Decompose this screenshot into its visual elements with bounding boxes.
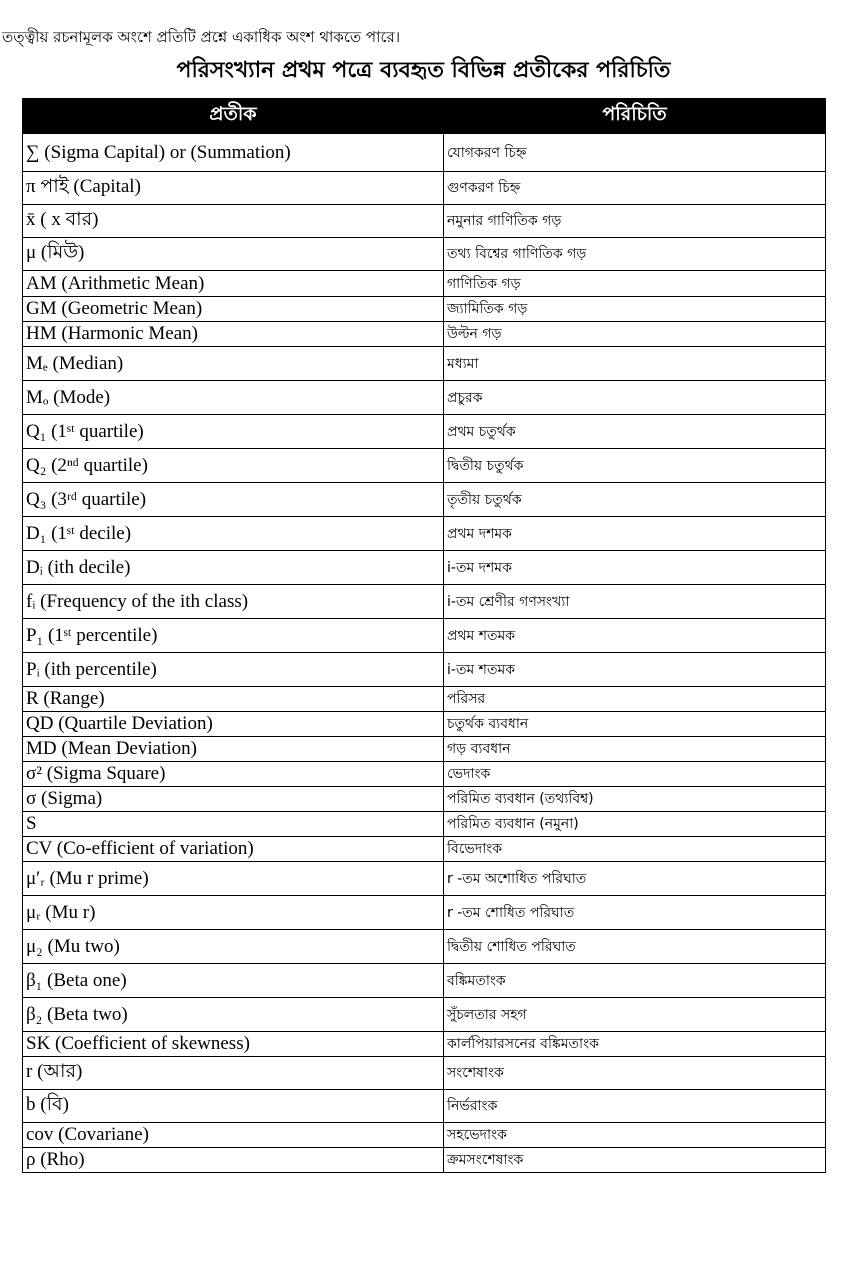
meaning-cell: নির্ভরাংক	[444, 1090, 826, 1123]
table-row	[23, 712, 826, 737]
table-row	[23, 687, 826, 712]
symbol-cell: x̄ ( x বার)	[23, 205, 444, 238]
symbol-cell: Q₂ (2ⁿᵈ quartile)	[23, 449, 444, 483]
symbol-cell: μ₂ (Mu two)	[23, 930, 444, 964]
symbol-cell: cov (Covariane)	[23, 1123, 444, 1148]
meaning-cell: জ্যামিতিক গড়	[444, 297, 826, 322]
meaning-cell: তৃতীয় চতুর্থক	[444, 483, 826, 517]
symbol-cell: β₁ (Beta one)	[23, 964, 444, 998]
symbol-cell: β₂ (Beta two)	[23, 998, 444, 1032]
meaning-cell: সংশেষাংক	[444, 1057, 826, 1090]
table-row	[23, 322, 826, 347]
meaning-cell: প্রচুরক	[444, 381, 826, 415]
table-row	[23, 837, 826, 862]
column-header-symbol: প্রতীক	[23, 99, 444, 134]
meaning-cell: বিভেদাংক	[444, 837, 826, 862]
table-row	[23, 1032, 826, 1057]
table-header-row	[23, 99, 826, 134]
table-row	[23, 134, 826, 172]
meaning-cell: পরিসর	[444, 687, 826, 712]
table-row	[23, 347, 826, 381]
table-row	[23, 172, 826, 205]
table-row	[23, 381, 826, 415]
table-row	[23, 297, 826, 322]
table-row	[23, 205, 826, 238]
symbol-cell: σ (Sigma)	[23, 787, 444, 812]
table-row	[23, 415, 826, 449]
meaning-cell: গুণকরণ চিহ্ন	[444, 172, 826, 205]
page-title: পরিসংখ্যান প্রথম পত্রে ব্যবহৃত বিভিন্ন প্রতীকের পরিচিতি	[176, 58, 671, 83]
meaning-cell: যোগকরণ চিহ্ন	[444, 134, 826, 172]
symbol-cell: Q₁ (1ˢᵗ quartile)	[23, 415, 444, 449]
meaning-cell: কার্লপিয়ারসনের বঙ্কিমতাংক	[444, 1032, 826, 1057]
symbol-cell: π পাই (Capital)	[23, 172, 444, 205]
symbol-cell: Mₒ (Mode)	[23, 381, 444, 415]
meaning-cell: তথ্য বিশ্বের গাণিতিক গড়	[444, 238, 826, 271]
meaning-cell: গাণিতিক গড়	[444, 271, 826, 297]
table-row	[23, 585, 826, 619]
symbol-cell: MD (Mean Deviation)	[23, 737, 444, 762]
meaning-cell: r -তম শোধিত পরিঘাত	[444, 896, 826, 930]
symbol-cell: CV (Co-efficient of variation)	[23, 837, 444, 862]
table-row	[23, 1123, 826, 1148]
meaning-cell: সহভেদাংক	[444, 1123, 826, 1148]
symbol-cell: SK (Coefficient of skewness)	[23, 1032, 444, 1057]
meaning-cell: প্রথম চতুর্থক	[444, 415, 826, 449]
symbol-cell: D₁ (1ˢᵗ decile)	[23, 517, 444, 551]
column-header-meaning: পরিচিতি	[444, 99, 826, 134]
header-note: তত্ত্বীয় রচনামূলক অংশে প্রতিটি প্রশ্নে একাধিক অংশ থাকতে পারে।	[2, 28, 401, 46]
symbol-cell: S	[23, 812, 444, 837]
symbol-cell: P₁ (1ˢᵗ percentile)	[23, 619, 444, 653]
table-row	[23, 896, 826, 930]
table-row	[23, 1148, 826, 1173]
meaning-cell: r -তম অশোধিত পরিঘাত	[444, 862, 826, 896]
table-row	[23, 862, 826, 896]
meaning-cell: চতুর্থক ব্যবধান	[444, 712, 826, 737]
meaning-cell: প্রথম দশমক	[444, 517, 826, 551]
symbol-cell: Pᵢ (ith percentile)	[23, 653, 444, 687]
table-row	[23, 551, 826, 585]
symbol-cell: HM (Harmonic Mean)	[23, 322, 444, 347]
table-row	[23, 964, 826, 998]
table-row	[23, 449, 826, 483]
table-row	[23, 812, 826, 837]
meaning-cell: পরিমিত ব্যবধান (নমুনা)	[444, 812, 826, 837]
table-row	[23, 619, 826, 653]
meaning-cell: সুঁচলতার সহগ	[444, 998, 826, 1032]
meaning-cell: i-তম শতমক	[444, 653, 826, 687]
symbol-cell: Dᵢ (ith decile)	[23, 551, 444, 585]
table-row	[23, 483, 826, 517]
meaning-cell: পরিমিত ব্যবধান (তথ্যবিশ্ব)	[444, 787, 826, 812]
meaning-cell: i-তম শ্রেণীর গণসংখ্যা	[444, 585, 826, 619]
table-row	[23, 517, 826, 551]
symbol-cell: ∑ (Sigma Capital) or (Summation)	[23, 134, 444, 172]
symbol-cell: Q₃ (3ʳᵈ quartile)	[23, 483, 444, 517]
meaning-cell: ক্রমসংশেষাংক	[444, 1148, 826, 1173]
meaning-cell: বঙ্কিমতাংক	[444, 964, 826, 998]
meaning-cell: প্রথম শতমক	[444, 619, 826, 653]
meaning-cell: i-তম দশমক	[444, 551, 826, 585]
symbol-glossary-table	[22, 98, 826, 1173]
meaning-cell: নমুনার গাণিতিক গড়	[444, 205, 826, 238]
meaning-cell: মধ্যমা	[444, 347, 826, 381]
symbol-cell: b (বি)	[23, 1090, 444, 1123]
table-row	[23, 238, 826, 271]
table-row	[23, 653, 826, 687]
meaning-cell: গড় ব্যবধান	[444, 737, 826, 762]
meaning-cell: উল্টন গড়	[444, 322, 826, 347]
table-row	[23, 930, 826, 964]
symbol-cell: AM (Arithmetic Mean)	[23, 271, 444, 297]
symbol-cell: GM (Geometric Mean)	[23, 297, 444, 322]
symbol-cell: fᵢ (Frequency of the ith class)	[23, 585, 444, 619]
symbol-cell: μᵣ (Mu r)	[23, 896, 444, 930]
symbol-cell: σ² (Sigma Square)	[23, 762, 444, 787]
table-row	[23, 1057, 826, 1090]
symbol-cell: QD (Quartile Deviation)	[23, 712, 444, 737]
meaning-cell: দ্বিতীয় শোধিত পরিঘাত	[444, 930, 826, 964]
table-row	[23, 737, 826, 762]
meaning-cell: দ্বিতীয় চতুর্থক	[444, 449, 826, 483]
table-body	[23, 134, 826, 1173]
symbol-cell: r (আর)	[23, 1057, 444, 1090]
table-row	[23, 998, 826, 1032]
symbol-cell: μ′ᵣ (Mu r prime)	[23, 862, 444, 896]
symbol-cell: ρ (Rho)	[23, 1148, 444, 1173]
table-row	[23, 787, 826, 812]
symbol-cell: Mₑ (Median)	[23, 347, 444, 381]
table-row	[23, 762, 826, 787]
meaning-cell: ভেদাংক	[444, 762, 826, 787]
table-row	[23, 1090, 826, 1123]
symbol-cell: R (Range)	[23, 687, 444, 712]
table-row	[23, 271, 826, 297]
symbol-cell: μ (মিউ)	[23, 238, 444, 271]
